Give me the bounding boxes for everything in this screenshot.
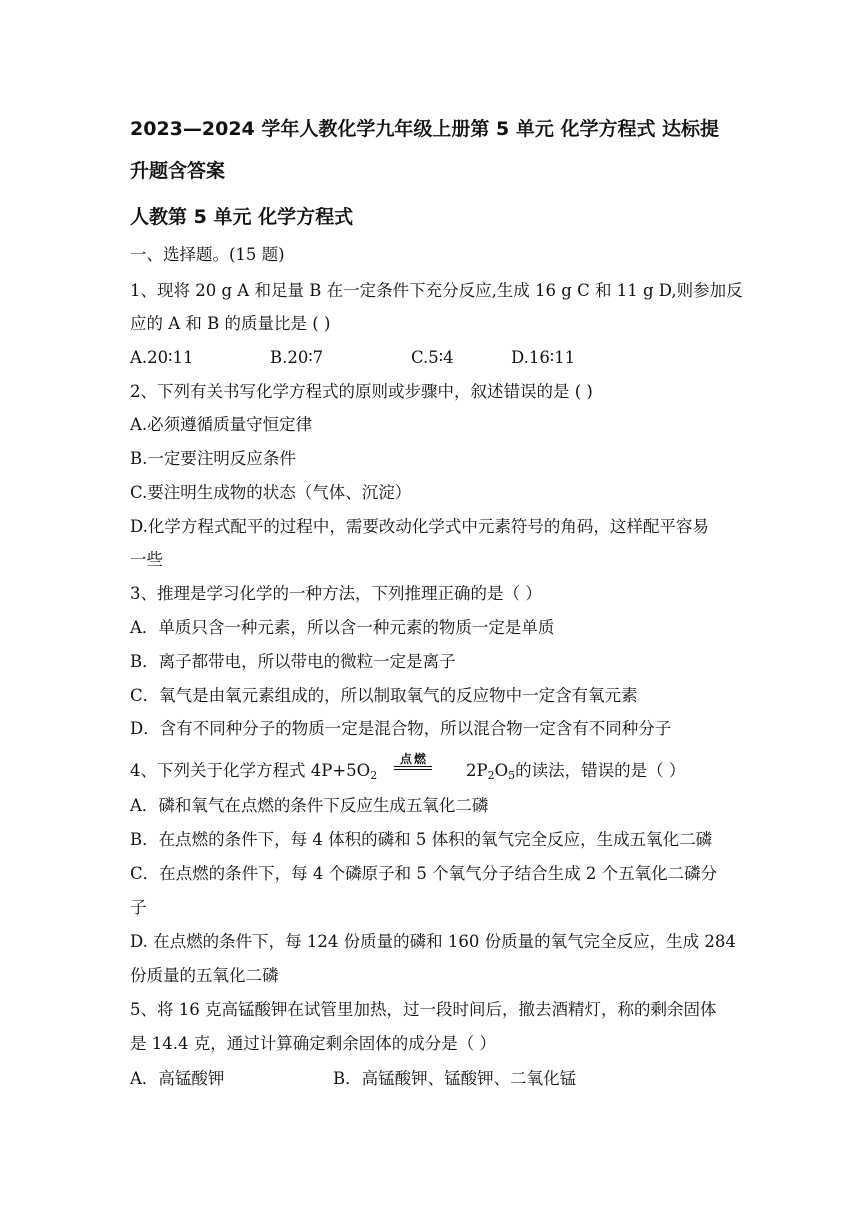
q3-option-a: A．单质只含一种元素，所以含一种元素的物质一定是单质: [130, 618, 555, 637]
q4-option-c-line-2: 子: [130, 898, 147, 917]
q3-option-d: D．含有不同种分子的物质一定是混合物，所以混合物一定含有不同种分子: [130, 719, 672, 738]
q4-option-a: A．磷和氧气在点燃的条件下反应生成五氧化二磷: [130, 796, 489, 815]
q4-option-c-line-1: C．在点燃的条件下，每 4 个磷原子和 5 个氧气分子结合生成 2 个五氧化二磷分: [130, 864, 718, 883]
q4-stem-suffix: 的读法，错误的是（ ）: [515, 761, 686, 780]
q2-option-b: B.一定要注明反应条件: [130, 449, 296, 468]
q4-product-formula: $2P_2O_5$的读法，错误的是（ ）: [466, 761, 686, 782]
q4-stem-prefix: 4、下列关于化学方程式 $4P+5O_2$: [130, 761, 378, 782]
doc-subtitle: 人教第 5 单元 化学方程式: [130, 206, 354, 228]
q1-option-c: C.5∶4: [411, 348, 454, 367]
q1-stem-line-2: 应的 A 和 B 的质量比是 ( ): [130, 314, 331, 333]
reaction-condition-label: 点燃: [399, 752, 428, 766]
doc-title-line-1: 2023—2024 学年人教化学九年级上册第 5 单元 化学方程式 达标提: [130, 118, 720, 140]
equals-bar-top: [394, 766, 432, 767]
section-heading: 一、选择题。(15 题): [130, 245, 285, 264]
q3-stem: 3、推理是学习化学的一种方法，下列推理正确的是（ ）: [130, 584, 542, 603]
q1-option-d: D.16∶11: [511, 348, 576, 367]
q2-option-a: A.必须遵循质量守恒定律: [130, 415, 313, 434]
q5-stem-line-2: 是 14.4 克，通过计算确定剩余固体的成分是（ ）: [130, 1034, 496, 1053]
q1-stem-line-1: 1、现将 20 g A 和足量 B 在一定条件下充分反应,生成 16 g C 和 11 g D,则参加反: [130, 281, 743, 300]
q4-option-d-line-1: D. 在点燃的条件下，每 124 份质量的磷和 160 份质量的氧气完全反应，生成 284: [130, 932, 736, 951]
q2-option-c: C.要注明生成物的状态（气体、沉淀）: [130, 483, 412, 502]
doc-title-line-2: 升题含答案: [130, 160, 226, 182]
reaction-condition-sign: [392, 752, 436, 774]
q5-option-b: B．高锰酸钾、锰酸钾、二氧化锰: [333, 1069, 577, 1088]
q4-option-b: B．在点燃的条件下，每 4 体积的磷和 5 体积的氧气完全反应，生成五氧化二磷: [130, 830, 713, 849]
q3-option-c: C．氧气是由氧元素组成的，所以制取氧气的反应物中一定含有氧元素: [130, 686, 638, 705]
q3-option-b: B．离子都带电，所以带电的微粒一定是离子: [130, 652, 456, 671]
q5-option-a: A．高锰酸钾: [130, 1069, 225, 1088]
q1-option-a: A.20∶11: [130, 348, 194, 367]
q5-stem-line-1: 5、将 16 克高锰酸钾在试管里加热，过一段时间后，撤去酒精灯，称的剩余固体: [130, 1000, 717, 1019]
q4-o2-subscript: 2: [370, 769, 378, 782]
q2-stem: 2、下列有关书写化学方程式的原则或步骤中，叙述错误的是 ( ): [130, 382, 593, 401]
q1-option-b: B.20∶7: [270, 348, 324, 367]
equals-bar-bottom: [394, 769, 432, 770]
q4-option-d-line-2: 份质量的五氧化二磷: [130, 966, 279, 985]
q2-option-d-line-1: D.化学方程式配平的过程中，需要改动化学式中元素符号的角码，这样配平容易: [130, 517, 709, 536]
q2-option-d-line-2: 一些: [130, 550, 163, 569]
